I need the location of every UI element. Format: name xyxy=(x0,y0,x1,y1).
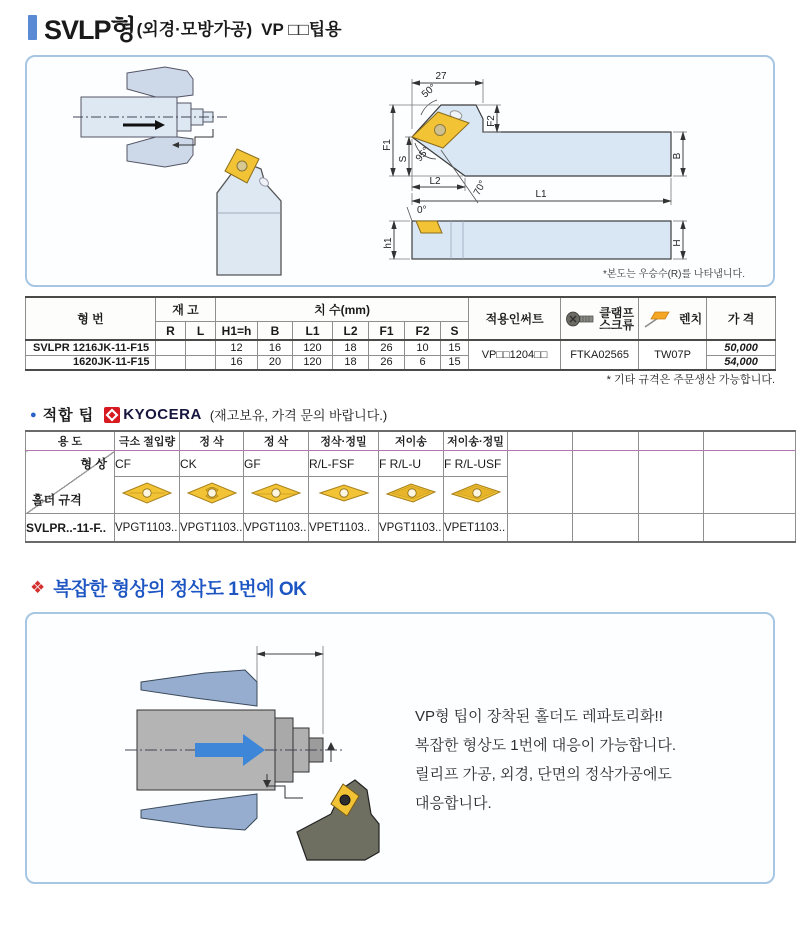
insert-image-cell xyxy=(180,477,244,514)
wrench-label: 렌치 xyxy=(679,311,703,326)
insert-shape-icon xyxy=(383,480,439,506)
dim-label-l1: L1 xyxy=(535,189,547,200)
clamp-screw-icon xyxy=(565,310,595,328)
shape-code: R/L-FSF xyxy=(309,451,379,477)
holder-model-row xyxy=(26,514,796,543)
usage-header: 정 삭 xyxy=(180,431,244,451)
feature-header xyxy=(30,574,306,601)
usage-header: 정삭·정밀 xyxy=(309,431,379,451)
clamp-label-line2: 스크류 xyxy=(599,317,634,332)
page-title xyxy=(28,8,342,47)
tips-header xyxy=(30,404,387,425)
insert-shape-icon xyxy=(248,480,304,506)
dim-cell: 120 xyxy=(293,340,333,355)
dim-label-0deg: 0° xyxy=(417,205,427,216)
usage-header-empty xyxy=(704,431,796,451)
title-main: SVLP형 xyxy=(44,15,136,45)
kyocera-logo xyxy=(104,406,202,423)
dim-header: B xyxy=(258,322,293,341)
wrench-icon xyxy=(643,309,675,329)
feature-description xyxy=(415,702,755,818)
insert-image-cell xyxy=(444,477,508,514)
feature-panel xyxy=(25,612,775,884)
usage-header: 극소 절입량 xyxy=(115,431,180,451)
tips-table xyxy=(25,430,796,543)
usage-header: 저이송·정밀 xyxy=(444,431,508,451)
dim-label-h: H xyxy=(672,239,683,247)
insert-code-cell: VPET1103.. xyxy=(444,514,508,543)
price-cell: 54,000 xyxy=(707,355,776,370)
dim-label-50deg: 50° xyxy=(419,82,439,101)
dim-cell: 16 xyxy=(216,355,258,370)
spec-table xyxy=(25,296,776,371)
feature-title: 복잡한 형상의 정삭도 1번에 OK xyxy=(53,579,307,600)
dim-cell: 26 xyxy=(369,355,405,370)
holder-dimension-drawing xyxy=(379,63,779,273)
col-header-dims: 치 수(mm) xyxy=(216,297,469,322)
insert-image-cell xyxy=(115,477,180,514)
model-cell: 1620JK-11-F15 xyxy=(26,355,156,370)
dim-label-95deg: 95° xyxy=(413,145,433,164)
stock-r-cell xyxy=(156,355,186,370)
empty-cell xyxy=(508,451,573,514)
insert-shape-icon xyxy=(184,480,240,506)
feature-line: 릴리프 가공, 외경, 단면의 정삭가공에도 xyxy=(415,766,672,783)
dim-label-b: B xyxy=(672,152,683,160)
usage-header-empty xyxy=(508,431,573,451)
shape-code: F R/L-USF xyxy=(444,451,508,477)
dim-label-70deg: 70° xyxy=(471,178,489,198)
insert-code-cell: VPGT1103.. xyxy=(244,514,309,543)
shape-label: 형 상 xyxy=(80,457,107,471)
col-header-wrench xyxy=(639,297,707,340)
dim-cell: 26 xyxy=(369,340,405,355)
insert-code-cell: VPET1103.. xyxy=(309,514,379,543)
dim-cell: 12 xyxy=(216,340,258,355)
empty-cell xyxy=(704,514,796,543)
insert-image-cell xyxy=(309,477,379,514)
usage-header: 정 삭 xyxy=(244,431,309,451)
title-paren: (외경·모방가공) xyxy=(136,20,253,39)
holder-label: 홀더 규격 xyxy=(32,493,82,507)
usage-header-empty xyxy=(639,431,704,451)
dim-cell: 10 xyxy=(405,340,441,355)
col-header-clamp xyxy=(561,297,639,340)
dim-header: L2 xyxy=(333,322,369,341)
col-header-insert: 적용인써트 xyxy=(469,297,561,340)
holder-model-cell: SVLPR..-11-F.. xyxy=(26,514,115,543)
dim-label-f1: F1 xyxy=(382,139,393,151)
dim-cell: 6 xyxy=(405,355,441,370)
col-header-price: 가 격 xyxy=(707,297,776,340)
drawings-panel xyxy=(25,55,775,287)
stock-r-cell xyxy=(156,340,186,355)
dim-header: F1 xyxy=(369,322,405,341)
price-cell: 50,000 xyxy=(707,340,776,355)
empty-cell xyxy=(639,514,704,543)
usage-row xyxy=(26,431,796,451)
spec-footnote: * 기타 규격은 주문생산 가능합니다. xyxy=(606,374,775,386)
insert-code-cell: VP□□1204□□ xyxy=(469,340,561,370)
shape-code: CK xyxy=(180,451,244,477)
empty-cell xyxy=(639,451,704,514)
wrench-code-cell: TW07P xyxy=(639,340,707,370)
dim-label-s: S xyxy=(398,155,409,163)
drawing-note: *본도는 우승수(R)를 나타냅니다. xyxy=(602,269,745,280)
dim-cell: 18 xyxy=(333,355,369,370)
insert-shape-icon xyxy=(119,480,175,506)
shape-row xyxy=(26,451,796,477)
shape-code: CF xyxy=(115,451,180,477)
dim-cell: 120 xyxy=(293,355,333,370)
dim-header: L1 xyxy=(293,322,333,341)
usage-header-empty xyxy=(573,431,639,451)
feature-line: VP형 팁이 장착된 홀더도 레파토리화!! xyxy=(415,708,663,725)
shape-code: F R/L-U xyxy=(379,451,444,477)
insert-image-cell xyxy=(379,477,444,514)
feature-diagram xyxy=(45,626,405,870)
feature-line: 대응합니다. xyxy=(415,795,492,812)
dim-cell: 20 xyxy=(258,355,293,370)
col-header-model: 형 번 xyxy=(26,297,156,340)
clamp-label-line1: 클램프 xyxy=(599,305,634,320)
stock-l-cell xyxy=(186,340,216,355)
dim-label-h1: h1 xyxy=(383,237,394,249)
insert-code-cell: VPGT1103.. xyxy=(379,514,444,543)
bullet-icon: ● xyxy=(30,408,37,421)
tips-label: 적합 팁 xyxy=(42,407,95,424)
empty-cell xyxy=(704,451,796,514)
insert-code-cell: VPGT1103.. xyxy=(115,514,180,543)
dim-cell: 15 xyxy=(441,340,469,355)
dim-header: H1=h xyxy=(216,322,258,341)
usage-header: 저이송 xyxy=(379,431,444,451)
dim-cell: 16 xyxy=(258,340,293,355)
insert-image-cell xyxy=(244,477,309,514)
tips-note: (재고보유, 가격 문의 바랍니다.) xyxy=(209,408,388,423)
empty-cell xyxy=(508,514,573,543)
title-tail: VP □□팁용 xyxy=(261,20,342,39)
kyocera-wordmark: KYOCERA xyxy=(123,406,202,423)
diamond-marker-icon: ❖ xyxy=(30,577,46,597)
col-header-stock-r: R xyxy=(156,322,186,341)
empty-cell xyxy=(573,451,639,514)
feature-line: 복잡한 형상도 1번에 대응이 가능합니다. xyxy=(415,737,677,754)
dim-cell: 18 xyxy=(333,340,369,355)
usage-col-header: 용 도 xyxy=(26,431,115,451)
shape-code: GF xyxy=(244,451,309,477)
col-header-stock-l: L xyxy=(186,322,216,341)
title-accent-bar xyxy=(28,15,37,40)
dim-label-f2: F2 xyxy=(486,115,497,127)
col-header-stock: 재 고 xyxy=(156,297,216,322)
table-row xyxy=(26,340,776,355)
model-cell: SVLPR 1216JK-11-F15 xyxy=(26,340,156,355)
dim-label-l2: L2 xyxy=(429,176,441,187)
kyocera-mark-icon xyxy=(104,407,120,423)
dim-label-27: 27 xyxy=(435,71,447,82)
empty-cell xyxy=(573,514,639,543)
dim-header: S xyxy=(441,322,469,341)
dim-cell: 15 xyxy=(441,355,469,370)
machining-setup-diagram xyxy=(65,65,380,277)
stock-l-cell xyxy=(186,355,216,370)
shape-holder-diagonal-cell xyxy=(26,451,115,514)
insert-code-cell: VPGT1103.. xyxy=(180,514,244,543)
dim-header: F2 xyxy=(405,322,441,341)
insert-shape-icon xyxy=(316,480,372,506)
clamp-code-cell: FTKA02565 xyxy=(561,340,639,370)
insert-shape-icon xyxy=(448,480,504,506)
